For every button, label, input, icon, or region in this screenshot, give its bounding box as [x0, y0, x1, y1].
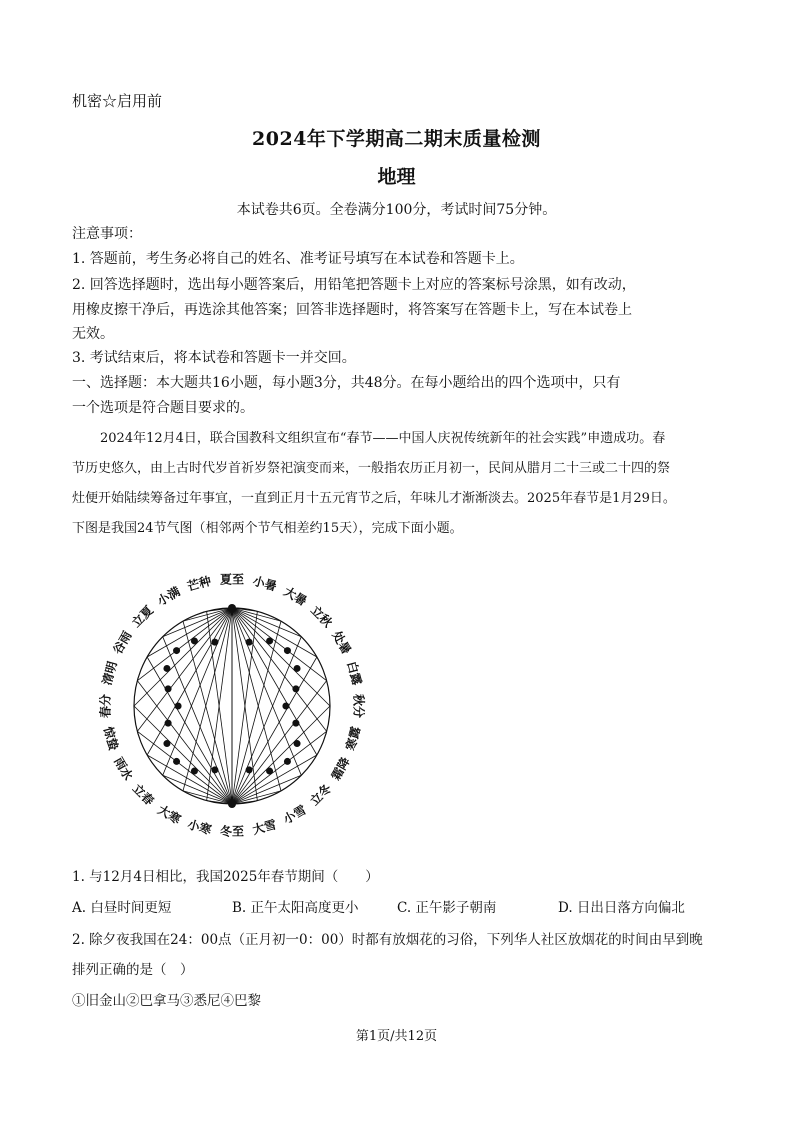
solstice-line-winter — [232, 611, 257, 804]
solar-term-label: 小寒 — [186, 817, 213, 838]
subject-title: 地理 — [377, 166, 416, 188]
solar-term-label: 雨水 — [111, 754, 136, 783]
term-dot — [294, 665, 301, 672]
solar-term-label: 处暑 — [329, 628, 354, 657]
solstice-line-winter — [147, 657, 232, 804]
solstice-line-winter — [232, 657, 317, 804]
solar-terms-diagram — [90, 548, 390, 858]
term-dot — [165, 720, 172, 727]
notice-item: 3. 考试结束后，将本试卷和答题卡一并交回。 — [72, 350, 356, 366]
solar-term-label: 白露 — [344, 659, 365, 687]
term-dot — [294, 740, 301, 747]
solstice-line-summer — [232, 608, 317, 657]
solar-term-label: 立夏 — [129, 603, 156, 630]
question-2-stem: 2. 除夕夜我国在24：00点（正月初一0：00）时都有放烟花的习俗，下列华人社区放烟花的时间由早到晚 — [72, 932, 703, 948]
term-dot — [246, 766, 253, 773]
solar-term-label: 小满 — [154, 584, 183, 609]
q1-option-c: C. 正午影子朝南 — [397, 900, 497, 916]
solar-term-label: 谷雨 — [110, 628, 135, 657]
solstice-line-summer — [147, 608, 232, 755]
solar-term-label: 大雪 — [251, 817, 278, 838]
solstice-line-summer — [232, 608, 257, 801]
term-dot — [173, 647, 180, 654]
solstice-line-summer — [232, 608, 281, 791]
term-dot — [173, 758, 180, 765]
solar-term-label: 秋分 — [351, 693, 366, 719]
solstice-line-winter — [147, 755, 232, 804]
term-dot — [266, 637, 273, 644]
term-dot — [292, 720, 299, 727]
diagram-lines — [134, 608, 330, 804]
solstice-line-summer — [183, 608, 232, 791]
q1-option-b: B. 正午太阳高度更小 — [232, 900, 359, 916]
exam-title: 2024年下学期高二期末质量检测 — [252, 128, 541, 150]
confidential-label: 机密☆启用前 — [72, 92, 163, 110]
notice-heading: 注意事项： — [72, 226, 142, 242]
solar-term-label: 清明 — [99, 659, 120, 687]
solstice-line-winter — [183, 621, 232, 804]
solar-term-label: 春分 — [98, 693, 113, 719]
term-dot — [284, 758, 291, 765]
term-dot — [228, 604, 236, 612]
solar-term-label: 夏至 — [219, 572, 245, 587]
solstice-line-summer — [163, 608, 232, 775]
notice-item: 用橡皮擦干净后，再选涂其他答案；回答非选择题时，将答案写在答题卡上，写在本试卷上 — [72, 302, 632, 318]
passage-line: 节历史悠久，由上古时代岁首祈岁祭祀演变而来，一般指农历正月初一，民间从腊月二十三或二十四的祭 — [72, 461, 671, 476]
solstice-line-summer — [232, 608, 317, 755]
exam-info: 本试卷共6页。全卷满分100分，考试时间75分钟。 — [236, 202, 557, 218]
solstice-line-winter — [207, 611, 232, 804]
solar-term-label: 芒种 — [185, 573, 213, 594]
solar-term-label: 立冬 — [307, 781, 335, 809]
term-dot — [191, 637, 198, 644]
page-footer: 第1页/共12页 — [355, 1029, 438, 1044]
solstice-line-summer — [207, 608, 232, 801]
term-dot — [163, 665, 170, 672]
passage-line: 2024年12月4日，联合国教科文组织宣布“春节——中国人庆祝传统新年的社会实践”申遗成功。春 — [100, 431, 666, 446]
term-dot — [282, 703, 289, 710]
term-dot — [211, 766, 218, 773]
passage-line: 下图是我国24节气图（相邻两个节气相差约15天），完成下面小题。 — [72, 521, 463, 536]
solar-term-label: 大寒 — [155, 802, 184, 827]
solstice-line-summer — [232, 608, 301, 775]
q1-option-a: A. 白昼时间更短 — [72, 900, 172, 916]
solar-term-label: 立秋 — [308, 603, 335, 630]
term-dot — [191, 768, 198, 775]
solar-term-label: 小雪 — [280, 802, 309, 827]
question-2-choices: ①旧金山②巴拿马③悉尼④巴黎 — [72, 993, 261, 1009]
term-dot — [284, 647, 291, 654]
section-heading: 一、选择题：本大题共16小题，每小题3分，共48分。在每小题给出的四个选项中，只有 — [72, 375, 621, 391]
passage-line: 灶便开始陆续筹备过年事宜，一直到正月十五元宵节之后，年味儿才渐渐淡去。2025年春节是1月29日。 — [72, 491, 676, 506]
solar-term-label: 寒露 — [343, 725, 364, 752]
solar-term-label: 霜降 — [328, 754, 353, 783]
term-dot — [165, 685, 172, 692]
term-dot — [292, 685, 299, 692]
term-dot — [163, 740, 170, 747]
q1-option-d: D. 日出日落方向偏北 — [558, 900, 685, 916]
solstice-line-winter — [163, 637, 232, 804]
section-heading: 一个选项是符合题目要求的。 — [72, 400, 254, 416]
term-dot — [246, 639, 253, 646]
solar-term-label: 冬至 — [219, 824, 245, 839]
solstice-line-summer — [147, 608, 232, 657]
question-2-stem: 排列正确的是（ ） — [72, 962, 194, 978]
solstice-line-winter — [232, 637, 301, 804]
notice-item: 无效。 — [72, 326, 114, 342]
term-dot — [266, 768, 273, 775]
solstice-line-winter — [232, 755, 317, 804]
term-dot — [211, 639, 218, 646]
term-dot — [175, 703, 182, 710]
solar-term-label: 惊蛰 — [100, 725, 121, 752]
solstice-line-winter — [232, 621, 281, 804]
solar-term-label: 大暑 — [281, 584, 310, 609]
notice-item: 1. 答题前，考生务必将自己的姓名、准考证号填写在本试卷和答题卡上。 — [72, 251, 524, 267]
notice-item: 2. 回答选择题时，选出每小题答案后，用铅笔把答题卡上对应的答案标号涂黑，如有改动， — [72, 277, 636, 293]
solar-term-label: 小暑 — [251, 573, 279, 594]
term-dot — [228, 800, 236, 808]
question-1-stem: 1. 与12月4日相比，我国2025年春节期间（ ） — [72, 869, 379, 885]
solar-term-label: 立春 — [129, 781, 157, 809]
